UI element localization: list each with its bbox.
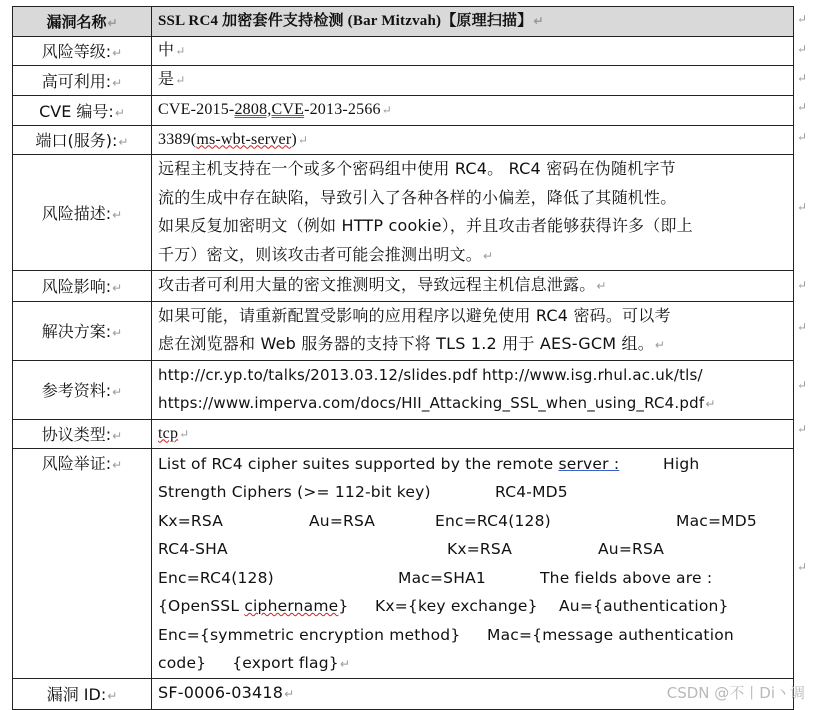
risk-level-value: 中	[158, 41, 175, 59]
table-row-risk-level: 风险等级:↵ 中↵	[13, 36, 794, 66]
references-label: 参考资料:	[41, 381, 112, 400]
references-value: http://cr.yp.to/talks/2013.03.12/slides.pdf http://www.isg.rhul.ac.uk/tls/ https://www.imperva.com/docs/HII_Attacking_SSL_when_using_RC4.pdf↵	[152, 360, 794, 419]
table-row-impact: 风险影响:↵ 攻击者可利用大量的密文推测明文，导致远程主机信息泄露。↵	[13, 271, 794, 302]
port-label: 端口(服务):	[35, 131, 118, 151]
table-row-header	[13, 7, 794, 37]
cve-value: CVE-2015-2808,CVE-2013-2566	[158, 100, 381, 118]
evidence-label: 风险举证:	[41, 454, 112, 473]
vuln-id-value: SF-0006-03418	[158, 683, 284, 702]
table-row-port: 端口(服务):↵ 3389(ms-wbt-server)↵	[13, 125, 794, 155]
impact-value: 攻击者可利用大量的密文推测明文，导致远程主机信息泄露。	[158, 275, 596, 294]
table-row-vuln-id: 漏洞 ID:↵ SF-0006-03418↵	[13, 679, 794, 710]
protocol-label: 协议类型:	[41, 425, 112, 445]
solution-label: 解决方案:	[41, 322, 112, 341]
table-row-evidence: 风险举证:↵ List of RC4 cipher suites supported by the remote server : High Strength Ciphers (>= 112-bit key) RC4-MD5 Kx=RSA Au=RSA Enc=RC4(128) Mac=MD5 RC4-SHA Kx=RSA Au=RSA Enc=RC4(128) Mac=SHA1 The fields above are : {OpenSSL ciphername} Kx={key exchange} Au={authentication} Enc={symmetric encryption method} Mac={message authentication code} {export flag}↵	[13, 449, 794, 679]
table-row-solution: 解决方案:↵ 如果可能，请重新配置受影响的应用程序以避免使用 RC4 密码。可以考 虑在浏览器和 Web 服务器的支持下将 TLS 1.2 用于 AES-GCM 组。↵	[13, 301, 794, 360]
vuln-title: SSL RC4 加密套件支持检测 (Bar Mitzvah)【原理扫描】	[158, 13, 533, 29]
watermark: CSDN @不丨Di丶调	[666, 684, 805, 702]
exploitable-label: 高可利用:	[41, 71, 112, 91]
risk-level-label: 风险等级:	[41, 42, 112, 62]
exploitable-value: 是	[158, 71, 175, 88]
table-row-cve: CVE 编号:↵ CVE-2015-2808,CVE-2013-2566↵	[13, 95, 794, 125]
header-label-cell: 漏洞名称↵	[13, 7, 152, 37]
vulnerability-table	[12, 6, 794, 710]
header-value-cell: SSL RC4 加密套件支持检测 (Bar Mitzvah)【原理扫描】↵	[152, 7, 794, 37]
table-row-protocol: 协议类型:↵ tcp↵	[13, 419, 794, 449]
description-label: 风险描述:	[41, 204, 112, 223]
impact-label: 风险影响:	[41, 277, 112, 297]
description-value: 远程主机支持在一个或多个密码组中使用 RC4。 RC4 密码在伪随机字节 流的生成中存在缺陷，导致引入了各种各样的小偏差，降低了其随机性。 如果反复加密明文（例如 HTTP cookie），并且攻击者能够获得许多（即上 千万）密文，则该攻击者可能会推测出明文。↵	[152, 155, 794, 271]
table-row-exploitable: 高可利用:↵ 是↵	[13, 66, 794, 96]
table-row-references: 参考资料:↵ http://cr.yp.to/talks/2013.03.12/slides.pdf http://www.isg.rhul.ac.uk/tls/ https://www.imperva.com/docs/HII_Attacking_SSL_when_using_RC4.pdf↵	[13, 360, 794, 419]
vuln-id-label: 漏洞 ID:	[46, 685, 107, 705]
port-value: 3389(ms-wbt-server)	[158, 130, 297, 148]
protocol-value: tcp	[158, 424, 179, 442]
header-label: 漏洞名称	[46, 14, 107, 31]
cve-label: CVE 编号:	[39, 101, 114, 121]
table-row-description: 风险描述:↵ 远程主机支持在一个或多个密码组中使用 RC4。 RC4 密码在伪随机字节 流的生成中存在缺陷，导致引入了各种各样的小偏差，降低了其随机性。 如果反复加密明文（例如 HTTP cookie），并且攻击者能够获得许多（即上 千万）密文，则该攻击者可能会推测出明文。↵	[13, 155, 794, 271]
evidence-value: List of RC4 cipher suites supported by the remote server : High Strength Ciphers (>= 112-bit key) RC4-MD5 Kx=RSA Au=RSA Enc=RC4(128) Mac=MD5 RC4-SHA Kx=RSA Au=RSA Enc=RC4(128) Mac=SHA1 The fields above are : {OpenSSL ciphername} Kx={key exchange} Au={authentication} Enc={symmetric encryption method} Mac={message authentication code} {export flag}↵	[152, 449, 794, 679]
solution-value: 如果可能，请重新配置受影响的应用程序以避免使用 RC4 密码。可以考 虑在浏览器和 Web 服务器的支持下将 TLS 1.2 用于 AES-GCM 组。↵	[152, 301, 794, 360]
